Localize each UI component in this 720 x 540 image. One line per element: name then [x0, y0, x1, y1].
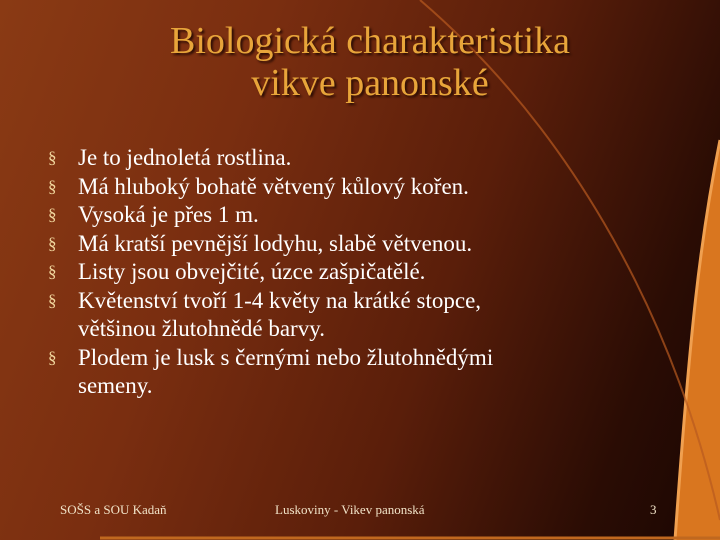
- bullet-item: [48, 230, 648, 259]
- footer-left: SOŠS a SOU Kadaň: [60, 502, 167, 517]
- bullet-item: [48, 344, 648, 401]
- bullet-text: Vysoká je přes 1 m.: [78, 202, 259, 227]
- title-line-1: Biologická charakteristika: [170, 20, 570, 62]
- bullet-text: Květenství tvoří 1-4 květy na krátké stopce,: [78, 287, 482, 313]
- bullet-text: Je to jednoletá rostlina.: [78, 145, 292, 170]
- bullet-item: [48, 173, 648, 202]
- bullet-marker: §: [48, 347, 57, 367]
- bullet-marker: §: [48, 176, 57, 196]
- bullet-item: [48, 144, 648, 173]
- bullet-marker: §: [48, 262, 57, 281]
- bullet-text: Plodem je lusk s černými nebo žlutohnědými: [78, 344, 494, 370]
- page-number: 3: [650, 502, 657, 517]
- bullet-item: [48, 287, 648, 344]
- bullet-marker: §: [48, 290, 57, 310]
- slide-title: [90, 20, 650, 104]
- title-line-2: vikve panonské: [251, 62, 489, 104]
- bullet-text: Listy jsou obvejčité, úzce zašpičatělé.: [78, 259, 426, 284]
- bullet-text-continued: semeny.: [78, 373, 153, 398]
- bullet-marker: §: [48, 233, 57, 253]
- bullet-item: [48, 201, 648, 230]
- bullet-marker: §: [48, 148, 57, 167]
- footer-center: Luskoviny - Vikev panonská: [275, 502, 425, 517]
- bullet-item: [48, 258, 648, 287]
- bullet-marker: §: [48, 205, 57, 224]
- bullet-text-continued: většinou žlutohnědé barvy.: [78, 316, 325, 341]
- bullet-text: Má kratší pevnější lodyhu, slabě větvenou.: [78, 230, 473, 256]
- bullet-list: [48, 144, 648, 401]
- accent-shape: [675, 140, 720, 540]
- bullet-text: Má hluboký bohatě větvený kůlový kořen.: [78, 173, 469, 199]
